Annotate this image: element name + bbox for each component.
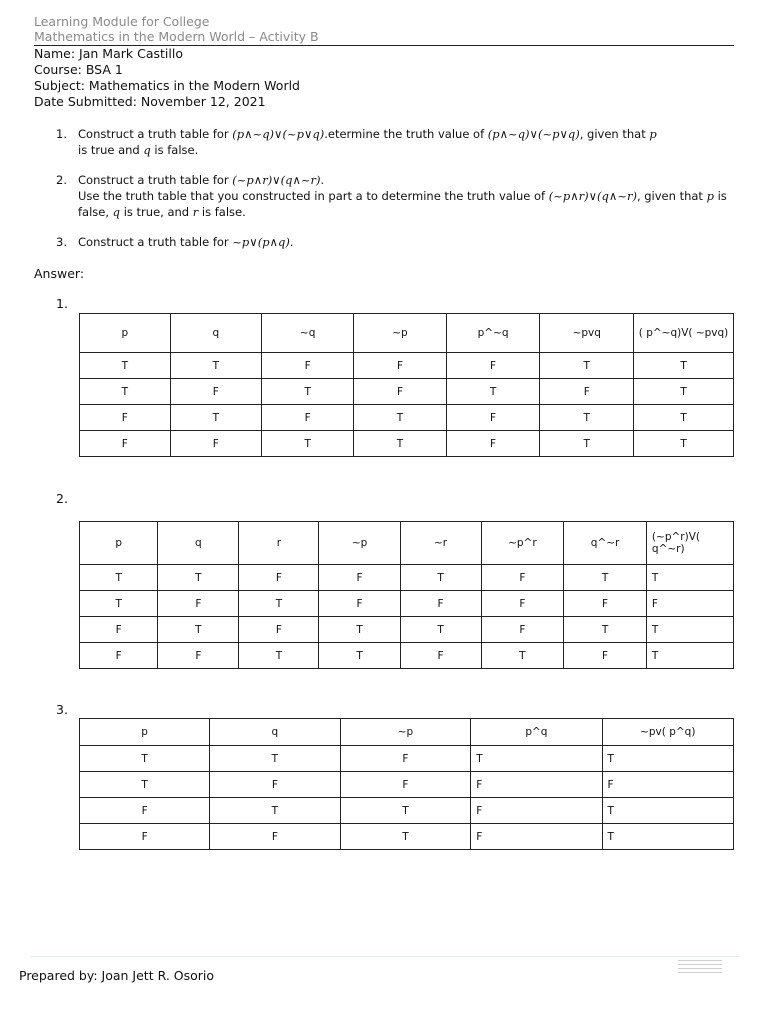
table-cell: T [400, 565, 481, 591]
table-header-row [80, 719, 734, 746]
table-cell: F [262, 353, 354, 379]
prepared-by: Prepared by: Joan Jett R. Osorio [19, 968, 215, 983]
footer-stamp-graphic [678, 957, 722, 975]
header-cell: ( p^~q)V( ~pvq) [634, 314, 734, 353]
module-header [34, 14, 734, 44]
header-cell: ~r [400, 522, 481, 565]
table-cell: F [481, 617, 564, 643]
expression: (p∧~q)∨(~p∨q) [487, 127, 580, 141]
header-cell: ~p [354, 314, 446, 353]
question-text: Construct a truth table for [78, 127, 233, 141]
module-title: Learning Module for College [34, 14, 210, 29]
table-cell: F [540, 379, 634, 405]
question-text: Construct a truth table for [78, 173, 233, 187]
table-cell: T [634, 353, 734, 379]
header-cell: r [239, 522, 319, 565]
header-cell: ~p [319, 522, 400, 565]
question-number: 1. [56, 127, 67, 141]
table-row [80, 353, 734, 379]
expression: ~p∨(p∧q) [232, 235, 290, 249]
table-cell: T [634, 379, 734, 405]
expression: (~p∧r)∨(q∧~r) [232, 173, 321, 187]
header-cell: (~p^r)V( q^~r) [646, 522, 733, 565]
table-cell: F [319, 565, 400, 591]
question-2 [56, 172, 736, 220]
table-cell: T [210, 798, 340, 824]
question-text: is true, and [120, 205, 193, 219]
header-cell: p [80, 522, 158, 565]
table-cell: T [80, 353, 171, 379]
header-cell: q [210, 719, 340, 746]
header-cell: ~p^r [481, 522, 564, 565]
variable: r [192, 205, 199, 219]
question-text: Use the truth table that you constructed in part a to determine the truth value of [78, 189, 549, 203]
table-cell: T [80, 746, 210, 772]
table-cell: F [446, 431, 540, 457]
table-cell: F [239, 617, 319, 643]
table-cell: T [564, 565, 647, 591]
table-cell: F [471, 798, 602, 824]
table-cell: T [481, 643, 564, 669]
table-cell: F [564, 591, 647, 617]
header-cell: q [170, 314, 261, 353]
table-cell: F [446, 405, 540, 431]
variable: p [706, 189, 714, 203]
header-cell: ~pvq [540, 314, 634, 353]
expression: (p∧~q)∨(~p∨q) [232, 127, 325, 141]
table-cell: T [564, 617, 647, 643]
table-cell: T [170, 405, 261, 431]
table-row [80, 824, 734, 850]
question-text: , given that [636, 189, 707, 203]
table-row [80, 617, 734, 643]
table-cell: T [158, 617, 239, 643]
table-cell: F [80, 643, 158, 669]
table-cell: T [400, 617, 481, 643]
table-cell: F [400, 643, 481, 669]
table-cell: T [239, 591, 319, 617]
table-cell: T [540, 431, 634, 457]
table-cell: F [80, 798, 210, 824]
table-cell: T [80, 565, 158, 591]
question-1 [56, 126, 736, 158]
student-name: Name: Jan Mark Castillo [34, 46, 183, 61]
table-cell: F [646, 591, 733, 617]
table-cell: T [319, 643, 400, 669]
table-cell: F [471, 824, 602, 850]
table-row [80, 431, 734, 457]
table-cell: F [354, 353, 446, 379]
question-text: is false, [78, 189, 727, 219]
question-3 [56, 234, 736, 250]
table-cell: T [602, 798, 734, 824]
table-header-row [80, 314, 734, 353]
table-cell: T [646, 617, 733, 643]
table-row [80, 746, 734, 772]
table-cell: T [340, 798, 471, 824]
table-cell: F [354, 379, 446, 405]
table-cell: T [80, 591, 158, 617]
table-cell: T [262, 431, 354, 457]
table-cell: F [400, 591, 481, 617]
variable: q [112, 205, 121, 219]
answer-label: Answer: [34, 266, 85, 281]
table-cell: T [239, 643, 319, 669]
table-row [80, 591, 734, 617]
table-cell: T [446, 379, 540, 405]
table-cell: T [602, 824, 734, 850]
student-subject: Subject: Mathematics in the Modern World [34, 78, 300, 93]
table-cell: T [80, 772, 210, 798]
table-cell: F [80, 431, 171, 457]
date-submitted: Date Submitted: November 12, 2021 [34, 94, 266, 109]
table-cell: F [170, 431, 261, 457]
question-text: . [289, 235, 294, 249]
question-text: is false. [198, 205, 246, 219]
table-cell: F [80, 617, 158, 643]
table-cell: F [210, 772, 340, 798]
table-cell: T [80, 379, 171, 405]
student-info [34, 46, 300, 110]
student-course: Course: BSA 1 [34, 62, 123, 77]
table-cell: F [158, 591, 239, 617]
header-cell: q^~r [564, 522, 647, 565]
table-cell: T [319, 617, 400, 643]
table-cell: T [646, 565, 733, 591]
table-row [80, 565, 734, 591]
table-cell: F [80, 405, 171, 431]
variable: q [143, 143, 151, 157]
table-cell: T [354, 431, 446, 457]
table-header-row [80, 522, 734, 565]
table-cell: T [646, 643, 733, 669]
table-cell: F [262, 405, 354, 431]
table-cell: F [80, 824, 210, 850]
table-cell: T [540, 405, 634, 431]
question-list [56, 126, 736, 264]
truth-table-3 [79, 718, 734, 850]
header-cell: p [80, 314, 171, 353]
truth-table-1 [79, 313, 734, 457]
header-cell: ~p [340, 719, 471, 746]
table-cell: T [354, 405, 446, 431]
table-cell: F [602, 772, 734, 798]
question-number: 3. [56, 235, 67, 249]
table-cell: F [340, 746, 471, 772]
table-cell: T [158, 565, 239, 591]
table-cell: T [634, 405, 734, 431]
table-row [80, 405, 734, 431]
table-row [80, 798, 734, 824]
table-cell: T [170, 353, 261, 379]
header-cell: p [80, 719, 210, 746]
table-cell: F [319, 591, 400, 617]
question-text: .etermine the truth value of [324, 127, 488, 141]
table-cell: T [634, 431, 734, 457]
header-cell: p^~q [446, 314, 540, 353]
table-cell: F [239, 565, 319, 591]
question-text: , given that [579, 127, 650, 141]
table-cell: T [262, 379, 354, 405]
table-row [80, 772, 734, 798]
header-cell: ~pv( p^q) [602, 719, 734, 746]
table-cell: F [446, 353, 540, 379]
truth-table-2 [79, 521, 734, 669]
question-text: . [320, 173, 325, 187]
table-row [80, 379, 734, 405]
header-cell: p^q [471, 719, 602, 746]
header-cell: q [158, 522, 239, 565]
table-cell: T [602, 746, 734, 772]
expression: (~p∧r)∨(q∧~r) [548, 189, 637, 203]
question-text: Construct a truth table for [78, 235, 233, 249]
activity-title: Mathematics in the Modern World – Activity B [34, 29, 319, 44]
table-cell: F [481, 565, 564, 591]
table-cell: T [210, 746, 340, 772]
table-cell: F [340, 772, 471, 798]
table-cell: T [471, 746, 602, 772]
header-cell: ~q [262, 314, 354, 353]
table-cell: F [471, 772, 602, 798]
question-number: 2. [56, 173, 67, 187]
table-label-2: 2. [56, 491, 68, 506]
variable: p [649, 127, 657, 141]
table-label-3: 3. [56, 702, 68, 717]
table-cell: F [158, 643, 239, 669]
question-text: is false. [150, 143, 199, 157]
table-cell: F [564, 643, 647, 669]
table-cell: F [170, 379, 261, 405]
table-label-1: 1. [56, 296, 68, 311]
table-row [80, 643, 734, 669]
footer-divider [30, 956, 740, 957]
table-cell: F [210, 824, 340, 850]
table-cell: T [340, 824, 471, 850]
question-text: is true and [78, 143, 144, 157]
table-cell: F [481, 591, 564, 617]
table-cell: T [540, 353, 634, 379]
